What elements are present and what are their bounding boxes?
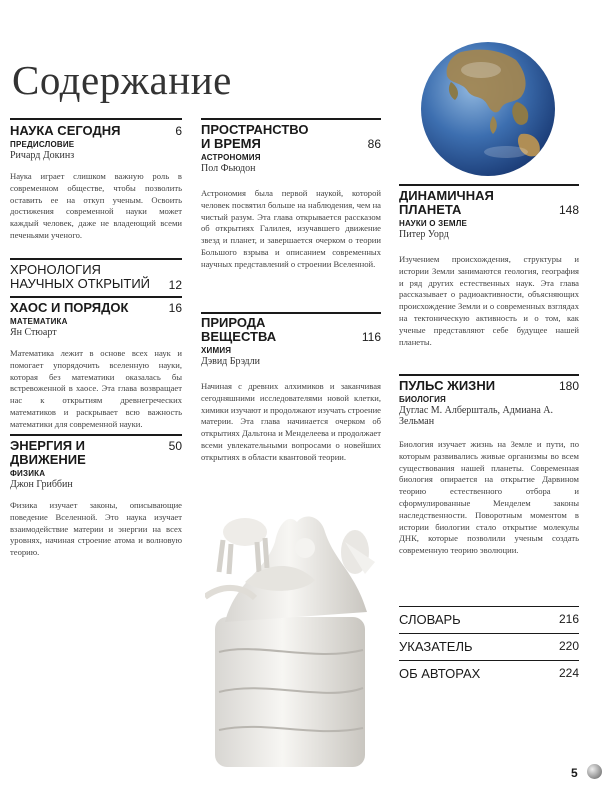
index-item-page: 216 [558, 612, 579, 626]
section-description: Биология изучает жизнь на Земле и пути, по которым развивались живые организмы во всем существования нашей планеты. Современная биология опирается на открытие Дарвином теорию естественного отбора и сформулированные Менделем законы наследственности. Поворотным моментом в истории биологии стало открытие молекулы ДНК, которые позволили ученым создать современную теорию эволюции. [399, 439, 579, 556]
earth-globe-image [421, 42, 555, 176]
divider-dinamichnaya [399, 184, 579, 186]
section-author: Джон Гриббин [10, 479, 73, 490]
index-item-slovar[interactable] [399, 612, 579, 627]
section-page: 16 [168, 301, 182, 315]
divider-ob-avtorakh [399, 660, 579, 661]
divider-slovar [399, 606, 579, 607]
index-item-label: ОБ АВТОРАХ [399, 666, 481, 681]
index-item-page: 224 [558, 666, 579, 680]
section-title: ПРОСТРАНСТВО И ВРЕМЯ [201, 122, 309, 151]
section-priroda-veshchestva[interactable] [201, 316, 381, 464]
section-subtitle: МАТЕМАТИКА [10, 317, 68, 326]
section-description: Изучением происхождения, структуры и истории Земли занимаются геология, география и ряд других естественных наук. Эта глава рассказывает о радиоактивности, объясняющих происхождение Земли и о современных взглядах на тектоническую активность и о том, как ученые представляют себе будущее нашей планеты. [399, 254, 579, 347]
section-description: Наука играет слишком важную роль в современном обществе, чтобы позволить оставить ее на откуп ученым. Освоить достижения современной науки может каждый человек, даже не владеющий всеми печеньями ученого. [10, 171, 182, 240]
section-page: 12 [168, 278, 182, 292]
divider-puls [399, 374, 579, 376]
divider-chronology [10, 258, 182, 260]
section-page: 116 [361, 330, 381, 344]
divider-priroda [201, 312, 381, 314]
section-subtitle: ФИЗИКА [10, 469, 46, 478]
section-energiya-i-dvizhenie[interactable] [10, 439, 182, 559]
index-item-ukazatel[interactable] [399, 639, 579, 654]
section-prostranstvo-i-vremya[interactable] [201, 123, 381, 271]
globe-land-icon [421, 42, 555, 176]
section-nauka-segodnya[interactable] [10, 124, 182, 242]
section-author: Дуглас М. Албершталь, Адмиана А. Зельман [399, 405, 553, 427]
section-author: Ян Стюарт [10, 327, 57, 338]
section-puls-zhizni[interactable] [399, 379, 579, 557]
section-description: Начиная с древних алхимиков и заканчивая сегодняшними исследователями новой клетки, химики изучают и продолжают изучать строение материи. Эта глава начинается очерком об открытиях Дальтона и Менделеева и продолжает всеми увлекательными вопросами о новейших открытиях в области квантовой теории. [201, 381, 381, 462]
page-number: 5 [571, 766, 578, 780]
section-title: ПУЛЬС ЖИЗНИ [399, 378, 496, 393]
section-subtitle: ХИМИЯ [201, 346, 232, 355]
section-subtitle: ПРЕДИСЛОВИЕ [10, 140, 75, 149]
gray-sphere-icon [587, 764, 602, 779]
section-description: Физика изучает законы, описывающие поведение Вселенной. Это наука изучает взаимодействие материи и энергии на всех уровнях, начиная строение атома и волновую теорию. [10, 500, 182, 558]
section-author: Дэвид Брэдли [201, 356, 260, 367]
section-title: ЭНЕРГИЯ И ДВИЖЕНИЕ [10, 438, 86, 467]
section-subtitle: АСТРОНОМИЯ [201, 153, 261, 162]
section-subtitle: БИОЛОГИЯ [399, 395, 446, 404]
section-khaos-i-poryadok[interactable] [10, 301, 182, 431]
divider-nauka [10, 118, 182, 120]
section-title: ДИНАМИЧНАЯ ПЛАНЕТА [399, 188, 494, 217]
page-title: Содержание [12, 57, 232, 103]
section-title: ПРИРОДА ВЕЩЕСТВА [201, 315, 277, 344]
section-title: ХАОС И ПОРЯДОК [10, 300, 129, 315]
divider-prostranstvo [201, 118, 381, 120]
section-author: Пол Фьюдон [201, 163, 256, 174]
section-title: НАУКА СЕГОДНЯ [10, 123, 121, 138]
section-page: 180 [558, 379, 579, 393]
divider-ukazatel [399, 633, 579, 634]
index-item-label: УКАЗАТЕЛЬ [399, 639, 473, 654]
index-item-page: 220 [558, 639, 579, 653]
divider-khaos [10, 296, 182, 298]
ivory-sculpture-image [205, 502, 385, 772]
sculpture-icon [205, 502, 385, 772]
divider-energiya [10, 434, 182, 436]
index-item-label: СЛОВАРЬ [399, 612, 461, 627]
section-page: 148 [558, 203, 579, 217]
section-chronology[interactable] [10, 263, 182, 291]
section-title: ХРОНОЛОГИЯ НАУЧНЫХ ОТКРЫТИЙ [10, 262, 151, 291]
section-author: Ричард Докинз [10, 150, 75, 161]
section-author: Питер Уорд [399, 229, 449, 240]
section-page: 6 [175, 124, 182, 138]
section-page: 50 [168, 439, 182, 453]
section-description: Астрономия была первой наукой, которой человек посвятил больше на наблюдения, чем на чистый разум. Эта глава открывается рассказом об открытиях Галилея, изучавшего движение звезд и планет, и завершается очерком о теории Большого взрыва и описанием современных научных представлений о строении Вселенной. [201, 188, 381, 269]
section-subtitle: НАУКИ О ЗЕМЛЕ [399, 219, 468, 228]
section-description: Математика лежит в основе всех наук и помогает упорядочить вселенную науки, которая без математики оказалась бы встревоженной в хаосе. Эта глава возвращает нас к открытиям древнегреческих математиков и раскрывает всю важность математики для современной науки. [10, 348, 182, 429]
index-item-ob-avtorakh[interactable] [399, 666, 579, 681]
section-page: 86 [367, 137, 381, 151]
section-dinamichnaya-planeta[interactable] [399, 189, 579, 348]
